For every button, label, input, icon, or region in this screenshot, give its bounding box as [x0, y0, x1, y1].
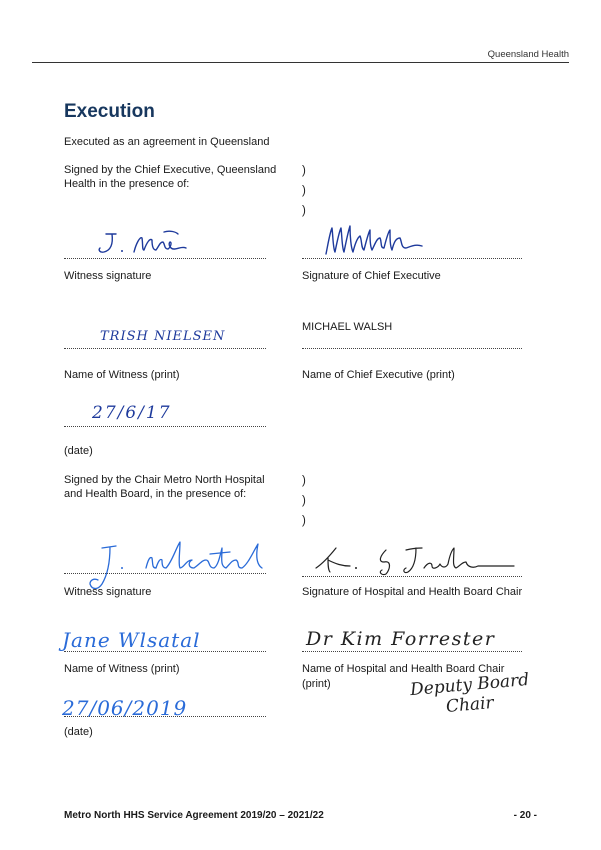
ce-signature-label: Signature of Chief Executive	[302, 270, 441, 282]
block1-paren-3: )	[302, 205, 306, 217]
date-1-handwritten: 27/6/17	[92, 403, 172, 423]
block2-paren-1: )	[302, 475, 306, 487]
chief-executive-signature	[320, 218, 430, 262]
header-rule	[32, 62, 569, 63]
block1-signed-by-2: Health in the presence of:	[64, 178, 190, 190]
intro-text: Executed as an agreement in Queensland	[64, 136, 270, 148]
witness-name-1-handwritten: TRISH NIELSEN	[100, 329, 226, 344]
block2-paren-2: )	[302, 495, 306, 507]
witness-name-2-line	[64, 651, 266, 652]
witness-signature-2-line	[64, 573, 266, 574]
block2-signed-by-2: and Health Board, in the presence of:	[64, 488, 247, 500]
witness-signature-1-line	[64, 258, 266, 259]
witness-name-1-label: Name of Witness (print)	[64, 369, 180, 381]
witness-name-2-handwritten: Jane Wlsatal	[62, 628, 201, 652]
witness-signature-1	[86, 222, 206, 260]
witness-signature-1-label: Witness signature	[64, 270, 152, 282]
witness-name-1-line	[64, 348, 266, 349]
block2-paren-3: )	[302, 515, 306, 527]
footer-title: Metro North HHS Service Agreement 2019/20 – 2021/22	[64, 810, 324, 821]
ce-signature-line	[302, 258, 522, 259]
page-number: - 20 -	[513, 810, 537, 821]
chair-note-2: Chair	[445, 692, 495, 718]
page-title: Execution	[64, 101, 155, 122]
date-1-label: (date)	[64, 445, 93, 457]
date-1-line	[64, 426, 266, 427]
chair-signature-line	[302, 576, 522, 577]
block2-signed-by-1: Signed by the Chair Metro North Hospital	[64, 474, 265, 486]
ce-name-printed: MICHAEL WALSH	[302, 321, 393, 333]
date-2-label: (date)	[64, 726, 93, 738]
block1-signed-by-1: Signed by the Chief Executive, Queensland	[64, 164, 277, 176]
chair-name-handwritten: Dr Kim Forrester	[306, 628, 496, 650]
ce-name-label: Name of Chief Executive (print)	[302, 369, 455, 381]
chair-name-line	[302, 651, 522, 652]
chair-signature	[306, 540, 526, 580]
chair-name-label-1: Name of Hospital and Health Board Chair	[302, 663, 505, 675]
date-2-handwritten: 27/06/2019	[62, 696, 188, 720]
chair-signature-label: Signature of Hospital and Health Board Chair	[302, 586, 523, 598]
block1-paren-1: )	[302, 165, 306, 177]
date-2-line	[64, 716, 266, 717]
ce-name-line	[302, 348, 522, 349]
chair-name-label-2: (print)	[302, 678, 331, 690]
witness-name-2-label: Name of Witness (print)	[64, 663, 180, 675]
header-org: Queensland Health	[487, 49, 569, 60]
chair-note-1: Deputy Board	[409, 669, 530, 701]
witness-signature-2-label: Witness signature	[64, 586, 152, 598]
block1-paren-2: )	[302, 185, 306, 197]
